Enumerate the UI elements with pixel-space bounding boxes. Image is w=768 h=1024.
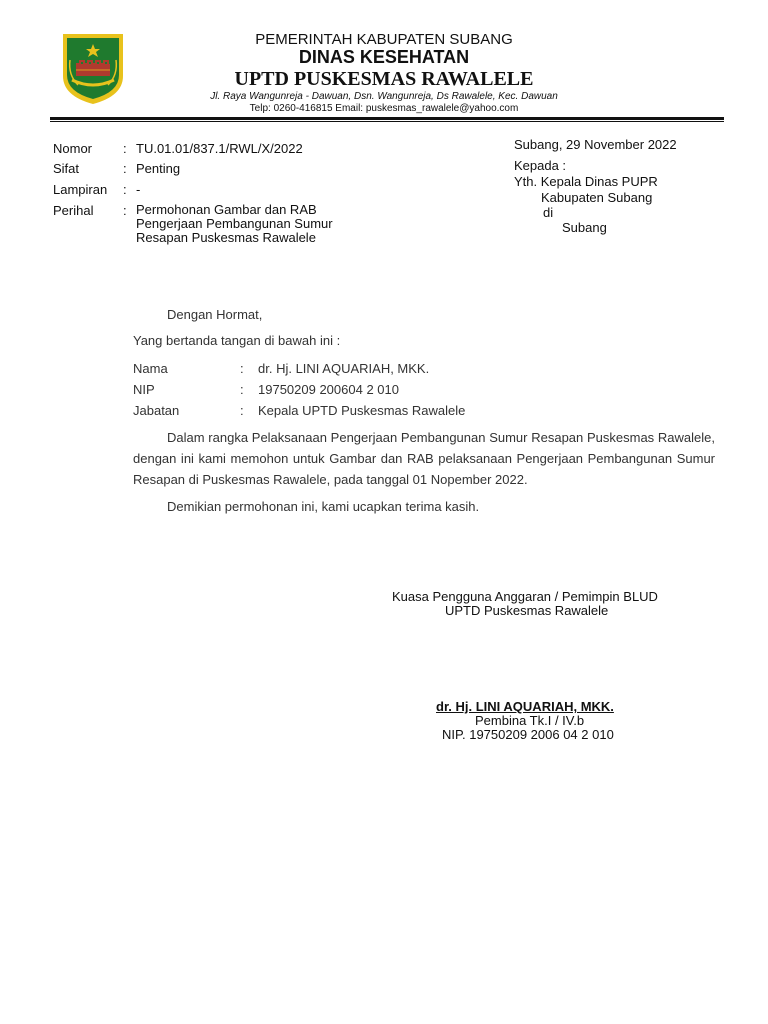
meta-label-perihal: Perihal	[53, 203, 94, 218]
header-line-office: UPTD PUSKESMAS RAWALELE	[234, 68, 534, 90]
recipient-city: Subang	[562, 220, 607, 235]
header-line-government: PEMERINTAH KABUPATEN SUBANG	[255, 31, 513, 48]
header-contact: Telp: 0260-416815 Email: puskesmas_rawalele@yahoo.com	[249, 103, 519, 114]
field-label-jabatan: Jabatan	[133, 403, 180, 418]
field-label-nip: NIP	[133, 382, 155, 397]
meta-value-lampiran: -	[136, 182, 141, 197]
header-line-department: DINAS KESEHATAN	[298, 47, 470, 67]
meta-label-nomor: Nomor	[53, 141, 93, 156]
recipient-kepada: Kepada :	[514, 158, 567, 173]
meta-value-nomor: TU.01.01/837.1/RWL/X/2022	[136, 141, 303, 156]
intro-line: Yang bertanda tangan di bawah ini :	[133, 333, 341, 348]
signature-nip: NIP. 19750209 2006 04 2 010	[442, 727, 614, 742]
recipient-regency: Kabupaten Subang	[541, 190, 653, 205]
meta-value-sifat: Penting	[136, 161, 181, 176]
greeting: Dengan Hormat,	[167, 307, 263, 322]
meta-label-sifat: Sifat	[53, 161, 80, 176]
header-divider-thin	[50, 121, 724, 122]
recipient-title: Yth. Kepala Dinas PUPR	[514, 174, 658, 189]
field-value-nip: 19750209 200604 2 010	[258, 382, 399, 397]
field-value-jabatan: Kepala UPTD Puskesmas Rawalele	[258, 403, 466, 418]
closing-line: Demikian permohonan ini, kami ucapkan terima kasih.	[167, 499, 480, 514]
meta-label-lampiran: Lampiran	[53, 182, 108, 197]
signature-rank: Pembina Tk.I / IV.b	[475, 713, 585, 728]
signature-role: Kuasa Pengguna Anggaran / Pemimpin BLUD	[392, 589, 658, 604]
meta-value-perihal: Permohonan Gambar dan RAB Pengerjaan Pembangunan Sumur Resapan Puskesmas Rawalele	[136, 202, 333, 245]
signature-name: dr. Hj. LINI AQUARIAH, MKK.	[436, 699, 614, 714]
signature-office: UPTD Puskesmas Rawalele	[445, 603, 609, 618]
header-divider-thick	[50, 117, 724, 120]
field-label-nama: Nama	[133, 361, 168, 376]
field-value-nama: dr. Hj. LINI AQUARIAH, MKK.	[258, 361, 430, 376]
recipient-di: di	[543, 205, 554, 220]
letter-date: Subang, 29 November 2022	[514, 137, 677, 152]
header-address: Jl. Raya Wangunreja - Dawuan, Dsn. Wangunreja, Ds Rawalele, Kec. Dawuan	[210, 91, 558, 102]
body-paragraph: Dalam rangka Pelaksanaan Pengerjaan Pembangunan Sumur Resapan Puskesmas Rawalele, dengan ini kami memohon untuk Gambar dan RAB pelaksanaan Pengerjaan Pembangunan Sumur Resapan di Puskesmas Rawalele, pada tanggal 01 Nopember 2022.	[133, 430, 715, 487]
